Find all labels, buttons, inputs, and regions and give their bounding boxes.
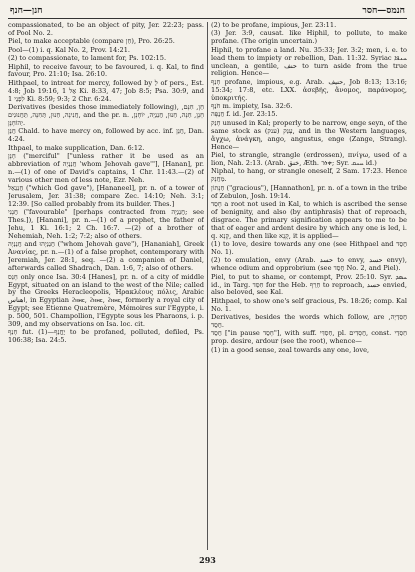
column-divider	[207, 22, 208, 550]
entry: Ithpael, to make supplication, Dan. 6:12.	[8, 143, 145, 152]
running-head-left: חנן—חנף	[10, 6, 43, 16]
entry: חֲנַנְיָה and חֲנַנְיָהוּ ("whom Jehovah gave"), [Hananiah], Greek Ἀνανίας, pr. n.—(1) of a false prophet, contemporary with Jeremiah, Jer. 28:1, seq. —(2) a companion of Daniel, afterwards called Shadrach, Dan. 1:6, 7; also of others.	[8, 240, 204, 273]
entry: חָנֵף profane, impious, e.g. Arab. حنيف, Job 8:13; 13:16; 15:34; 17:8, etc. LXX. ἀσεβής, ἄνομος, παράνομος, ὑποκριτής.	[211, 77, 407, 102]
entry: חָנֵף fut. יֶחֱנַף—(1) to be profaned, polluted, defiled, Ps. 106:38; Isa. 24:5.	[8, 328, 204, 345]
entry: (1) to love, desire towards any one (see Hithpael and חֶסֶד No. 1).	[211, 239, 407, 256]
entry: Piel, to strangle, strangle (erdrossen), πνίγω, used of a lion, Nah. 2:13. (Arab. خنق, Æth. ኀነቀ; Syr. ܚܢܩ id.)	[211, 151, 407, 167]
entry: חֲנַן Chald. to have mercy on, followed by acc. inf. חֲנַן, Dan. 4:24.	[8, 127, 204, 144]
entry: חֹנֶף m. impiety, Isa. 32:6.	[211, 102, 293, 111]
entry: חָנַק unused in Kal; properly to be narrow, enge seyn, of the same stock as עָנַק (ענק), and in the Western languages, ἄγχω, ἀνάγκη, ango, angustus, enge (Zange, Strang). Hence—	[211, 118, 407, 151]
entry: Hiphil, to receive favour, to be favoured, i. q. Kal, to find favour, Pro. 21:10; Isa. 26:10.	[8, 62, 204, 79]
entry: (2) to emulation, envy (Arab. حسد to envy, حسد envy), whence odium and opprobrium (see חֶסֶד No. 2, and Piel).	[211, 256, 407, 273]
running-header	[8, 4, 407, 19]
entry: Derivatives, besides the words which follow, are חֲסַדְיָה, חֶסֶד.	[211, 313, 407, 330]
entry: חָנֵס only once Isa. 30:4 [Hanes], pr. n. of a city of middle Egypt, situated on an island to the west of the Nile; called by the Greeks Heracleopolis, Ἡρακλέους πόλις, Arabic اهناس, in Egyptian ϩⲛⲏⲥ, ϩⲛⲏⲥ, ϩⲛⲏⲥ, formerly a royal city of Egypt; see Etienne Quatremère, Mémoires sur l'Egypte, i. p. 500, 501. Champollion, l'Egypte sous les Pharaons, i. p. 309, and my observations on Isa. loc. cit.	[8, 272, 204, 329]
entry: (2) to be profane, impious, Jer. 23:11.	[211, 22, 337, 29]
entry: חַנָּתוֹן ("gracious"), [Hannathon], pr. n. of a town in the tribe of Zebulon, Josh. 19:14.	[211, 183, 407, 200]
right-column	[211, 22, 407, 552]
entry: Pool—(1) i. q. Kal No. 2, Prov. 14:21.	[8, 45, 131, 54]
entry: Piel, to make acceptable (compare חֵן), Pro. 26:25.	[8, 37, 175, 46]
entry: Hiphil, to profane a land. Nu. 35:33; Jer. 3:2; men, i. e. to lead them to impiety or rebellion, Dan. 11:32. Syriac ܚܢܦܐ unclean, a gentile, حنف to turn aside from the true religion. Hence—	[211, 45, 407, 78]
entry: (3) Jer. 3:9, causat. like Hiphil, to pollute, to make profane. (The origin uncertain.)	[211, 29, 407, 46]
entry: Derivatives (besides those immediately following), חֵן, חִנָּם, חֲנִינָה, חַנּוּן, תְּחִנָּה, תַּחֲנוּנִים, and the pr. n. חָנָן, חַנָּה, חַנּוּן, חֲנַנְיָה, יוֹחָנָן, יְהוֹחָנָן.	[8, 103, 204, 127]
entry: compassionated, to be an object of pity, Jer. 22:23; pass. of Pool No. 2.	[8, 22, 204, 37]
entry: חָסַד a root not used in Kal, to which is ascribed the sense of benignity, and also (by antiphrasis) that of reproach, disgrace. The primary signification appears to me to be that of eager and ardent desire by which any one is led, i. q. קָנָא, and then like קָנָא, it is applied—	[211, 199, 407, 240]
entry: Niphal, to hang, or strangle oneself, 2 Sam. 17:23. Hence מַחֲנָק.	[211, 167, 407, 184]
entry: (1) in a good sense, zeal towards any one, love,	[211, 345, 370, 354]
page-number: 293	[199, 555, 216, 565]
entry: חָנָן ("merciful" ["unless rather it be used as an abbreviation of חֲנַנְיָה 'whom Jehovah gave'"], [Hanan], pr. n.—(1) of one of David's captains, 1 Chr. 11:43.—(2) of various other men of less note, Ezr. Neh.	[8, 152, 204, 184]
entry: חֶסֶד ["in pause חָסֶד"], with suff. חַסְדִּי, pl. חֲסָדִים, const. חַסְדֵי prop. desire, ardour (see the root), whence—	[211, 329, 407, 346]
entry: חֲנָנִי ("favourable" [perhaps contracted from חֲנַנְיָה; see Thes.]), [Hanani], pr. n.—(1) of a prophet, the father of Jehu, 1 Ki. 16:1; 2 Ch. 16:7. —(2) of a brother of Nehemiah, Neh. 1:2; 7:2; also of others.	[8, 208, 204, 241]
left-column	[8, 22, 204, 552]
entry: חֲנֻפָּה f. id. Jer. 23:15.	[211, 110, 278, 119]
entry: (2) to compassionate, to lament for, Ps. 102:15.	[8, 54, 167, 63]
entry: חֲנַנְאֵל ("which God gave"), [Hananeel], pr. n. of a tower of Jerusalem, Jer. 31:38; compare Zec. 14:10; Neh. 3:1; 12:39. [So called probably from its builder. Thes.]	[8, 184, 204, 208]
running-head-right: חנמס—חסר	[362, 6, 405, 16]
entry: Hithpael, to show one's self gracious, Ps. 18:26; comp. Kal No. 1.	[211, 296, 407, 313]
entry: Piel, to put to shame, or contempt, Prov. 25:10. Syr. ܚܣܕ id., in Targ. חִסַּד for the Heb. חֵרֵף to reproach, حسد envied, also beloved, see Kal.	[211, 272, 407, 297]
entry: Hithpael, to intreat for mercy, followed by לְ of pers., Est. 4:8; Job 19:16, אֶל 1 Ki. 8:33, 47; Job 8:5; Psa. 30:9, and לִפְנֵי 1 Ki. 8:59; 9:3; 2 Chr. 6:24.	[8, 78, 204, 103]
